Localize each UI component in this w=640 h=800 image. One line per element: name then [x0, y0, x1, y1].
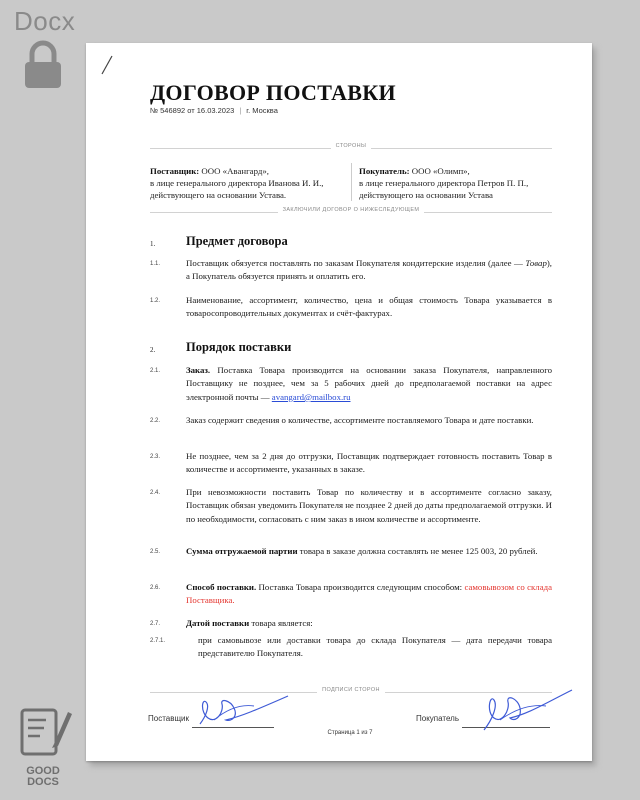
- clause-text: [186, 617, 552, 630]
- clause-number: 2.6.: [150, 585, 161, 591]
- email-link[interactable]: avangard@mailbox.ru: [271, 391, 351, 402]
- supplier-line-2: в лице генерального директора Иванова И. И.,: [150, 178, 324, 188]
- supplier-signature: [196, 690, 292, 732]
- clause-number: 2.1.: [150, 368, 161, 374]
- parties-divider: [150, 143, 552, 153]
- good-docs-brand-text: [18, 766, 68, 788]
- section-title: Предмет договора: [186, 234, 288, 248]
- clause-number: 1.1.: [150, 261, 161, 267]
- clause-text: при самовывозе или доставки товара до склада Покупателя — дата передачи товара представителю Покупателя.: [198, 635, 552, 659]
- buyer-block: [359, 165, 528, 201]
- section-number: 1.: [150, 240, 156, 248]
- document-title: ДОГОВОР ПОСТАВКИ: [150, 80, 396, 105]
- clause-text-part: товара является:: [249, 618, 313, 628]
- supplier-line-3: действующего на основании Устава.: [150, 190, 287, 200]
- clause-text-part: Поставка Товара производится на основании заказа Покупателя, направленного Поставщику не позднее, чем за 5 рабочих дней до предполагаемой поставки на адрес электронной почты —: [186, 365, 552, 402]
- brand-line-good: GOOD: [26, 765, 60, 777]
- clause-text-part: Поставка Товара производится следующим способом:: [256, 582, 465, 592]
- page-number: Страница 1 из 7: [327, 730, 373, 736]
- clause-text: [186, 545, 552, 558]
- clause-bold-lead: Датой поставки: [186, 618, 250, 628]
- parties-caption: СТОРОНЫ: [331, 143, 372, 149]
- clause-text-part: ), а Покупатель обязуется принять и оплатить его.: [186, 258, 552, 282]
- clause-number: 2.7.1.: [150, 638, 166, 644]
- brand-line-docs: DOCS: [27, 776, 59, 788]
- meta-separator: |: [239, 106, 242, 115]
- supplier-name-line: [150, 165, 323, 177]
- buyer-signature: [480, 686, 576, 734]
- buyer-line-2: в лице генерального директора Петров П. П.,: [359, 178, 529, 188]
- agreement-caption: ЗАКЛЮЧИЛИ ДОГОВОР О НИЖЕСЛЕДУЮЩЕМ: [278, 207, 425, 213]
- clause-text-italic: Товар: [525, 258, 547, 268]
- buyer-name-line: [359, 165, 528, 177]
- lock-icon: [22, 40, 64, 90]
- document-number: № 546892 от 16.03.2023: [150, 106, 235, 115]
- clause-text-part: товара в заказе должна составлять не менее 125 003, 20 рублей.: [297, 546, 538, 556]
- clause-number: 2.7.: [150, 621, 161, 627]
- clause-text: При невозможности поставить Товар по количеству и в ассортименте согласно заказу, Поставщик обязан уведомить Покупателя не позднее 2 дней до даты предполагаемой отгрузки. И по необходимости, согласовать с ним заказ в ином количестве и ассортименте.: [186, 487, 552, 524]
- section-title: Порядок поставки: [186, 340, 292, 354]
- agreement-divider: [150, 207, 552, 217]
- buyer-label: Покупатель:: [359, 166, 410, 176]
- document-meta: [150, 106, 278, 115]
- supplier-block: [150, 165, 323, 201]
- supplier-name: ООО «Авангард»,: [199, 166, 269, 176]
- clause-number: 2.4.: [150, 490, 161, 496]
- clause-number: 2.3.: [150, 454, 161, 460]
- supplier-sign-label: Поставщик: [148, 714, 190, 723]
- signatures-caption: ПОДПИСИ СТОРОН: [317, 687, 385, 693]
- buyer-line-3: действующего на основании Устава: [359, 190, 493, 200]
- clause-text: Наименование, ассортимент, количество, цена и общая стоимость Товара указывается в товаросопроводительных документах и счёт-фактурах.: [186, 295, 552, 319]
- pen-stroke-mark: [100, 54, 114, 76]
- clause-bold-lead: Сумма отгружаемой партии: [186, 546, 298, 556]
- clause-text: [186, 364, 552, 404]
- clause-number: 2.2.: [150, 418, 161, 424]
- docx-badge: Docx: [14, 6, 76, 36]
- clause-bold-lead: Заказ.: [186, 365, 211, 375]
- clause-text: Заказ содержит сведения о количестве, ассортименте поставляемого Товара и дате поставки.: [186, 415, 534, 425]
- clause-text: Не позднее, чем за 2 дня до отгрузки, Поставщик подтверждает готовность поставить Товар в количестве и ассортименте, указанных в заказе.: [186, 451, 552, 475]
- section-number: 2.: [150, 346, 156, 354]
- buyer-name: ООО «Олимп»,: [409, 166, 470, 176]
- parties-vertical-divider: [351, 163, 352, 201]
- clause-bold-lead: Способ поставки.: [186, 582, 257, 592]
- clause-number: 2.5.: [150, 549, 161, 555]
- buyer-sign-label: Покупатель: [416, 714, 459, 723]
- delivery-method-highlight: самовывозом со склада Поставщика.: [186, 582, 552, 606]
- clause-number: 1.2.: [150, 298, 161, 304]
- clause-text-part: Поставщик обязуется поставлять по заказам Покупателя кондитерские изделия (далее —: [186, 258, 526, 268]
- clause-text: [186, 257, 552, 284]
- document-city: г. Москва: [246, 106, 278, 115]
- supplier-label: Поставщик:: [150, 166, 200, 176]
- clause-text: [186, 581, 552, 608]
